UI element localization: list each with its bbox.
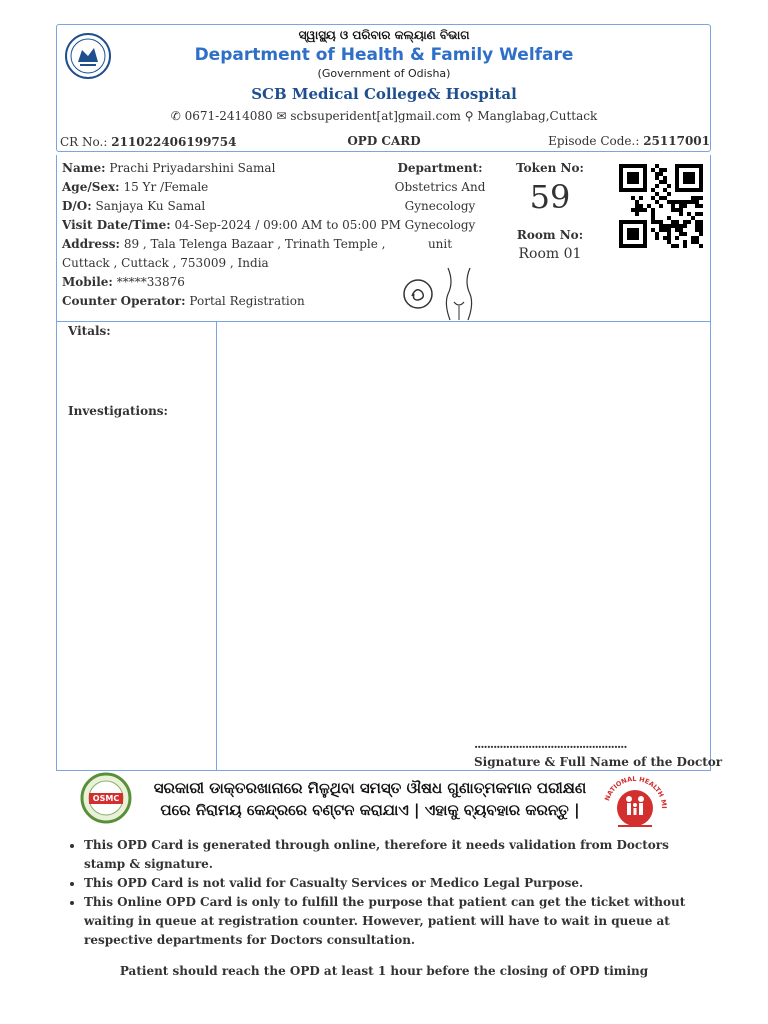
name-row: Name: Prachi Priyadarshini Samal [62, 161, 276, 175]
token-number: 59 [529, 178, 571, 216]
phone-number: 0671-2414080 [184, 109, 273, 123]
nhm-logo-icon [598, 774, 672, 832]
room-label: Room No: [516, 228, 584, 242]
department-line-3: Gynecology [404, 218, 476, 232]
odia-department-title: ସ୍ୱାସ୍ଥ୍ୟ ଓ ପରିବାର କଲ୍ୟାଣ ବିଭାଗ [298, 28, 470, 42]
mobile-row: Mobile: *****33876 [62, 275, 185, 289]
odia-banner [140, 777, 600, 821]
odia-banner-line-1: ସରକାରୀ ଡାକ୍ତରଖାନାରେ ମିଳୁଥିବା ସମସ୍ତ ଔଷଧ ଗୁଣାତ୍ମକମାନ ପରୀକ୍ଷଣ [153, 779, 587, 797]
consultation-area [56, 321, 711, 771]
department-line-2: Gynecology [404, 199, 476, 213]
qr-code-icon [619, 163, 703, 249]
room-value: Room 01 [518, 246, 582, 262]
operator-row: Counter Operator: Portal Registration [62, 294, 305, 308]
department-line-4: unit [427, 237, 453, 251]
footer-note: Patient should reach the OPD at least 1 hour before the closing of OPD timing [119, 964, 649, 978]
cr-number: CR No.: 211022406199754 [60, 135, 237, 149]
location-text: Manglabag,Cuttack [477, 109, 598, 123]
department-line-1: Obstetrics And [394, 180, 486, 194]
envelope-icon: ✉ [276, 109, 287, 123]
contact-line [0, 109, 768, 123]
hospital-name: SCB Medical College& Hospital [251, 85, 517, 103]
odia-banner-line-2: ପରେ ନିରାମୟ କେନ୍ଦ୍ରରେ ବଣ୍ଟନ କରାଯାଏ | ଏହାକୁ ବ୍ୟବହାର କରନ୍ତୁ | [160, 801, 580, 819]
government-label: (Government of Odisha) [317, 67, 451, 80]
osmc-logo-icon [80, 772, 132, 824]
opd-card-title: OPD CARD [347, 134, 421, 148]
note-item: • This OPD Card is generated through online, therefore it needs validation from Doctors stamp & signature. [84, 836, 710, 874]
patient-details [62, 159, 402, 311]
osmc-label: OSMC [92, 794, 120, 803]
notes-section [70, 836, 710, 950]
note-item: • This OPD Card is not valid for Casualty Services or Medico Legal Purpose. [84, 874, 710, 893]
phone-icon: ✆ [170, 109, 181, 123]
visit-row: Visit Date/Time: 04-Sep-2024 / 09:00 AM to 05:00 PM [62, 218, 401, 232]
investigations-label: Investigations: [68, 404, 168, 418]
token-label: Token No: [516, 161, 584, 175]
address-row: Address: 89 , Tala Telenga Bazaar , Trinath Temple , [62, 237, 386, 251]
department-title: Department of Health & Family Welfare [194, 45, 574, 65]
signature-dots: ................................................ [474, 737, 627, 751]
episode-code: Episode Code.: 25117001 [548, 134, 710, 148]
email-address: scbsuperident[at]gmail.com [290, 109, 461, 123]
address-row-2: Cuttack , Cuttack , 753009 , India [62, 256, 269, 270]
pregnancy-icon [398, 262, 480, 322]
age-row: Age/Sex: 15 Yr /Female [62, 180, 209, 194]
do-row: D/O: Sanjaya Ku Samal [62, 199, 206, 213]
department-label: Department: [397, 161, 483, 175]
vitals-label: Vitals: [68, 324, 111, 338]
map-pin-icon: ⚲ [464, 109, 474, 123]
note-item: • This Online OPD Card is only to fulfill the purpose that patient can get the ticket without waiting in queue at registration counter. However, patient will have to wait in queue at respective departments for Doctors consultation. [84, 893, 710, 950]
nhm-arc-text: NATIONAL HEALTH MI [603, 774, 669, 809]
signature-label: Signature & Full Name of the Doctor [474, 755, 723, 769]
department-block [384, 159, 496, 254]
column-divider [216, 321, 217, 771]
